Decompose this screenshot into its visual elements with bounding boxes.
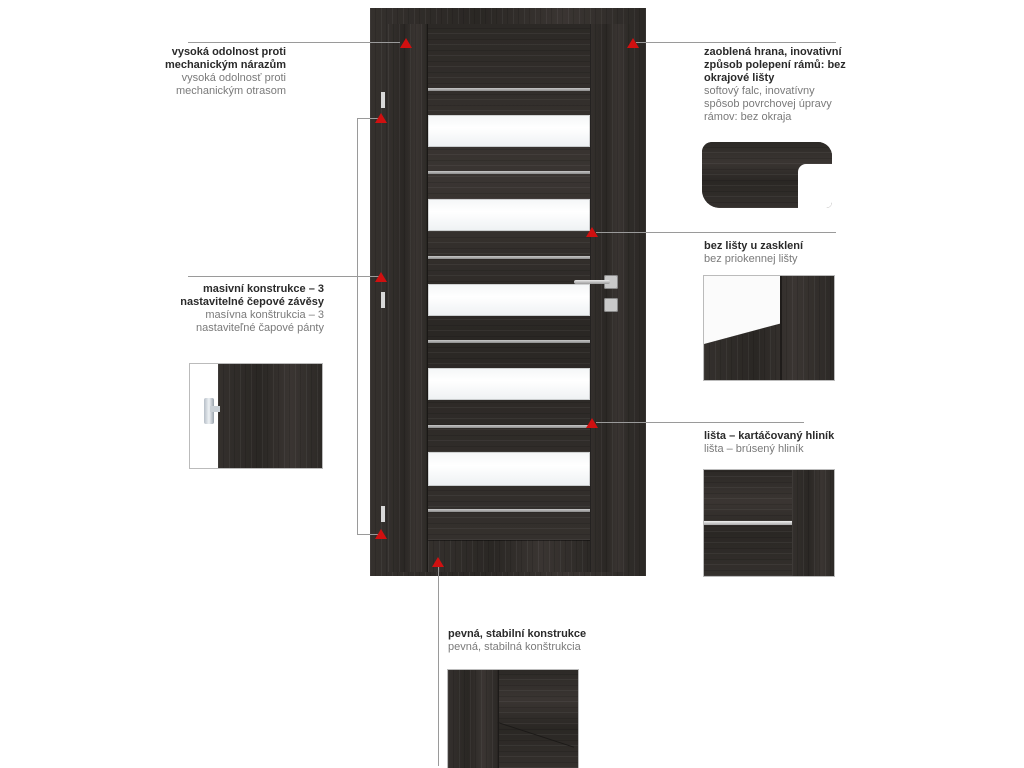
red-marker-icon xyxy=(432,557,444,567)
edge-profile-image xyxy=(702,142,832,208)
leader-line xyxy=(596,232,836,233)
label-cz: pevná, stabilní konstrukce xyxy=(448,628,587,640)
glass-pane xyxy=(428,284,590,316)
label-sk: bez priokennej lišty xyxy=(704,253,798,265)
frame-edge xyxy=(780,276,782,380)
hinge-icon xyxy=(381,292,385,308)
red-marker-icon xyxy=(627,38,639,48)
door-handle-lever xyxy=(574,280,610,284)
edge-rebate xyxy=(798,164,832,208)
leader-line xyxy=(596,422,804,423)
glazing-detail-image xyxy=(704,276,834,380)
wood-surface xyxy=(498,670,578,768)
wood-surface xyxy=(218,364,322,468)
label-cz: zaoblená hrana, inovativní způsob polepení rámů: bez okrajové lišty xyxy=(704,46,846,84)
red-marker-icon xyxy=(375,529,387,539)
strip-detail-image xyxy=(704,470,834,576)
glass-pane xyxy=(428,452,590,486)
glass-pane xyxy=(428,199,590,231)
red-marker-icon xyxy=(375,272,387,282)
aluminium-strip xyxy=(704,521,792,525)
leader-line xyxy=(438,566,439,766)
leader-line xyxy=(188,42,400,43)
aluminium-strip xyxy=(428,171,590,174)
construction-detail-image xyxy=(448,670,578,768)
aluminium-strip xyxy=(428,425,590,428)
red-marker-icon xyxy=(375,113,387,123)
label-cz: bez lišty u zasklení xyxy=(704,240,804,252)
leader-line xyxy=(636,42,836,43)
label-rounded-edge xyxy=(704,46,852,124)
label-massive-construction xyxy=(180,283,324,335)
wood-surface xyxy=(792,470,834,576)
leader-line xyxy=(357,118,358,534)
aluminium-strip xyxy=(428,340,590,343)
wood-surface xyxy=(448,670,498,768)
door-bottom-rail xyxy=(428,540,590,572)
label-impact-resistance xyxy=(150,46,286,98)
label-cz: vysoká odolnost proti mechanickým nárazům xyxy=(164,46,286,71)
aluminium-strip xyxy=(428,256,590,259)
keyhole-rose xyxy=(604,298,618,312)
red-marker-icon xyxy=(586,227,598,237)
joint-line xyxy=(498,670,499,768)
hinge-icon xyxy=(381,92,385,108)
label-sk: softový falc, inovatívny spôsob povrchovej úpravy rámov: bez okraja xyxy=(704,85,832,123)
label-stable-construction xyxy=(448,628,628,654)
label-sk: vysoká odolnosť proti mechanickým otrasom xyxy=(175,72,286,97)
leader-line xyxy=(188,276,380,277)
label-sk: lišta – brúsený hliník xyxy=(704,443,804,455)
hinge-detail-image xyxy=(190,364,322,468)
aluminium-strip xyxy=(428,509,590,512)
label-no-glazing-strip xyxy=(704,240,852,266)
glass-pane xyxy=(428,368,590,400)
aluminium-strip xyxy=(428,88,590,91)
hinge-icon xyxy=(381,506,385,522)
label-sk: masívna konštrukcia – 3 nastaviteľné čapové pánty xyxy=(196,309,324,334)
label-aluminium-strip xyxy=(704,430,852,456)
label-cz: masivní konstrukce – 3 nastavitelné čepové závěsy xyxy=(180,283,324,308)
label-cz: lišta – kartáčovaný hliník xyxy=(704,430,835,442)
hinge-icon xyxy=(210,406,220,412)
label-sk: pevná, stabilná konštrukcia xyxy=(448,641,581,653)
door-left-stile xyxy=(388,24,428,572)
red-marker-icon xyxy=(400,38,412,48)
red-marker-icon xyxy=(586,418,598,428)
glass-pane xyxy=(428,115,590,147)
